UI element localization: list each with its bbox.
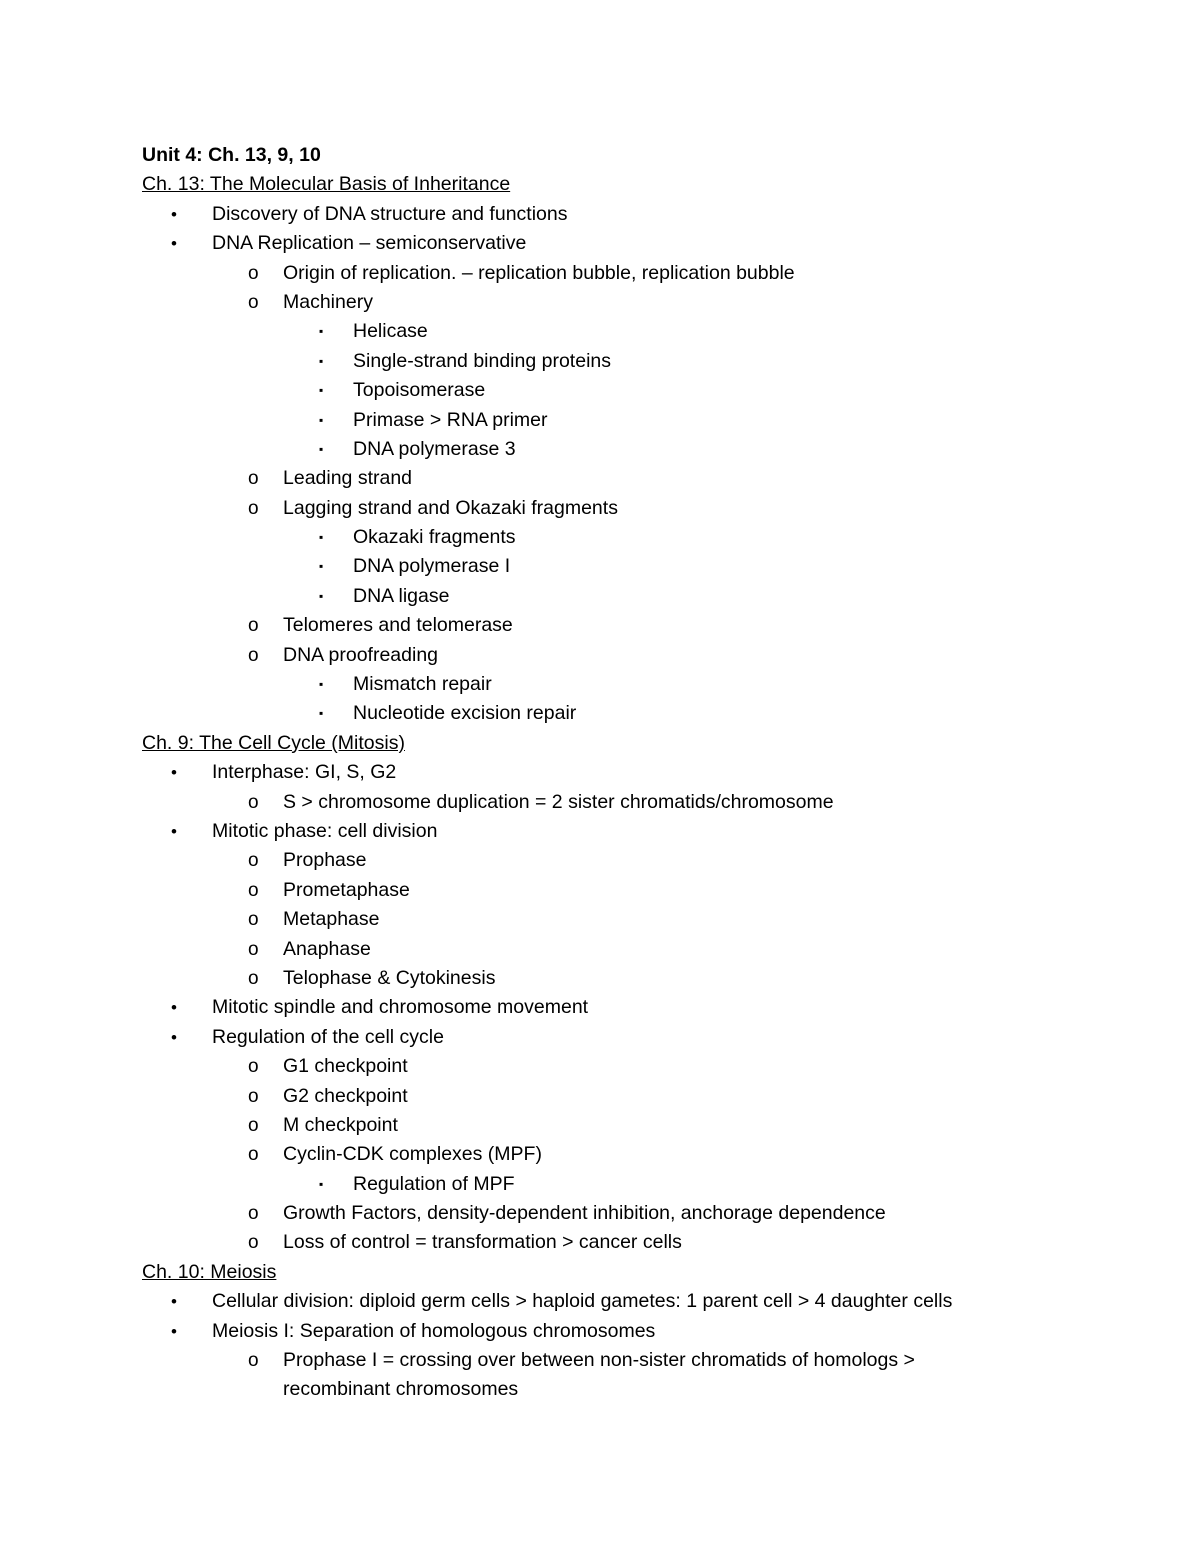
list-item xyxy=(142,846,1102,875)
bullet-dot-icon: • xyxy=(171,204,177,224)
bullet-square-icon: ▪ xyxy=(319,441,324,456)
list-item xyxy=(142,1375,1102,1404)
list-item xyxy=(142,347,1102,376)
bullet-dot-icon: • xyxy=(171,821,177,841)
list-item-text: Telomeres and telomerase xyxy=(283,614,513,637)
list-item-text: Topoisomerase xyxy=(353,379,486,402)
section-heading: Ch. 13: The Molecular Basis of Inheritance xyxy=(142,173,511,196)
list-item-text: Mitotic spindle and chromosome movement xyxy=(212,996,589,1019)
bullet-square-icon: ▪ xyxy=(319,353,324,368)
list-item xyxy=(142,288,1102,317)
bullet-circle-icon: o xyxy=(248,497,259,519)
bullet-dot-icon: • xyxy=(171,1321,177,1341)
bullet-square-icon: ▪ xyxy=(319,706,324,721)
bullet-circle-icon: o xyxy=(248,909,259,931)
list-item xyxy=(142,1199,1102,1228)
list-item xyxy=(142,1111,1102,1140)
list-item-text: Origin of replication. – replication bubble, replication bubble xyxy=(283,261,795,284)
document-body xyxy=(142,141,1102,1405)
list-item-text: Helicase xyxy=(353,320,428,343)
list-item-text: Discovery of DNA structure and functions xyxy=(212,202,568,225)
list-item xyxy=(142,200,1102,229)
list-item xyxy=(142,641,1102,670)
bullet-dot-icon: • xyxy=(171,1292,177,1312)
list-item xyxy=(142,259,1102,288)
list-item xyxy=(142,435,1102,464)
list-item xyxy=(142,552,1102,581)
list-item xyxy=(142,1140,1102,1169)
bullet-square-icon: ▪ xyxy=(319,324,324,339)
list-item-text: Mismatch repair xyxy=(353,673,492,696)
list-item xyxy=(142,788,1102,817)
bullet-circle-icon: o xyxy=(248,468,259,490)
list-item xyxy=(142,758,1102,787)
list-item-text: Regulation of the cell cycle xyxy=(212,1025,444,1048)
list-item-text: Leading strand xyxy=(283,467,413,490)
list-item-text: Machinery xyxy=(283,290,373,313)
list-item xyxy=(142,964,1102,993)
document-title: Unit 4: Ch. 13, 9, 10 xyxy=(142,144,321,166)
list-item xyxy=(142,993,1102,1022)
bullet-square-icon: ▪ xyxy=(319,412,324,427)
list-item-text: Nucleotide excision repair xyxy=(353,702,577,725)
list-item-text: Lagging strand and Okazaki fragments xyxy=(283,496,618,519)
list-item-text: DNA proofreading xyxy=(283,643,439,666)
list-item xyxy=(142,699,1102,728)
list-item xyxy=(142,582,1102,611)
list-item-text: G1 checkpoint xyxy=(283,1055,408,1078)
section-heading: Ch. 10: Meiosis xyxy=(142,1260,277,1283)
bullet-dot-icon: • xyxy=(171,763,177,783)
bullet-square-icon: ▪ xyxy=(319,1176,324,1191)
bullet-circle-icon: o xyxy=(248,291,259,313)
bullet-circle-icon: o xyxy=(248,1114,259,1136)
list-item xyxy=(142,905,1102,934)
list-item xyxy=(142,523,1102,552)
list-item xyxy=(142,376,1102,405)
list-item xyxy=(142,670,1102,699)
bullet-square-icon: ▪ xyxy=(319,383,324,398)
list-item-text: DNA polymerase 3 xyxy=(353,437,516,460)
bullet-circle-icon: o xyxy=(248,1144,259,1166)
list-item-text: Cellular division: diploid germ cells > haploid gametes: 1 parent cell > 4 daughter cells xyxy=(212,1290,953,1313)
list-item-text: Metaphase xyxy=(283,908,380,931)
bullet-dot-icon: • xyxy=(171,1027,177,1047)
list-item xyxy=(142,876,1102,905)
list-item-text: Anaphase xyxy=(283,937,371,960)
bullet-circle-icon: o xyxy=(248,1203,259,1225)
list-item xyxy=(142,1052,1102,1081)
bullet-circle-icon: o xyxy=(248,967,259,989)
list-item xyxy=(142,1170,1102,1199)
list-item xyxy=(142,817,1102,846)
list-item xyxy=(142,494,1102,523)
list-item-text: Regulation of MPF xyxy=(353,1172,515,1195)
bullet-circle-icon: o xyxy=(248,1056,259,1078)
bullet-square-icon: ▪ xyxy=(319,559,324,574)
list-item xyxy=(142,1228,1102,1257)
list-item-text: Prophase xyxy=(283,849,367,872)
list-item-text: DNA ligase xyxy=(353,584,450,607)
list-item xyxy=(142,1317,1102,1346)
list-item-text: Telophase & Cytokinesis xyxy=(283,966,496,989)
bullet-circle-icon: o xyxy=(248,1350,259,1372)
list-item xyxy=(142,229,1102,258)
bullet-circle-icon: o xyxy=(248,850,259,872)
list-item xyxy=(142,935,1102,964)
list-item-text: recombinant chromosomes xyxy=(283,1378,519,1401)
bullet-square-icon: ▪ xyxy=(319,588,324,603)
list-item xyxy=(142,406,1102,435)
list-item-text: Mitotic phase: cell division xyxy=(212,819,438,842)
bullet-dot-icon: • xyxy=(171,234,177,254)
list-item-text: Meiosis I: Separation of homologous chromosomes xyxy=(212,1319,656,1342)
list-item-text: Prometaphase xyxy=(283,878,410,901)
list-item xyxy=(142,611,1102,640)
list-item xyxy=(142,1346,1102,1375)
bullet-circle-icon: o xyxy=(248,1232,259,1254)
list-item xyxy=(142,317,1102,346)
list-item-text: Okazaki fragments xyxy=(353,526,516,549)
list-item xyxy=(142,464,1102,493)
list-item-text: Growth Factors, density-dependent inhibition, anchorage dependence xyxy=(283,1202,886,1225)
list-item xyxy=(142,1287,1102,1316)
list-item-text: Primase > RNA primer xyxy=(353,408,548,431)
bullet-circle-icon: o xyxy=(248,938,259,960)
list-item xyxy=(142,1023,1102,1052)
list-item-text: G2 checkpoint xyxy=(283,1084,408,1107)
list-item-text: M checkpoint xyxy=(283,1113,398,1136)
bullet-circle-icon: o xyxy=(248,791,259,813)
list-item-text: Prophase I = crossing over between non-sister chromatids of homologs > xyxy=(283,1349,915,1372)
list-item-text: Interphase: GI, S, G2 xyxy=(212,761,397,784)
bullet-circle-icon: o xyxy=(248,262,259,284)
bullet-circle-icon: o xyxy=(248,1085,259,1107)
bullet-circle-icon: o xyxy=(248,644,259,666)
list-item-text: Cyclin-CDK complexes (MPF) xyxy=(283,1143,542,1166)
bullet-square-icon: ▪ xyxy=(319,530,324,545)
section-heading: Ch. 9: The Cell Cycle (Mitosis) xyxy=(142,731,405,754)
list-item-text: S > chromosome duplication = 2 sister chromatids/chromosome xyxy=(283,790,834,813)
list-item-text: DNA polymerase I xyxy=(353,555,511,578)
bullet-circle-icon: o xyxy=(248,615,259,637)
bullet-circle-icon: o xyxy=(248,879,259,901)
bullet-square-icon: ▪ xyxy=(319,677,324,692)
bullet-dot-icon: • xyxy=(171,998,177,1018)
list-item-text: DNA Replication – semiconservative xyxy=(212,232,527,255)
list-item xyxy=(142,1082,1102,1111)
list-item-text: Loss of control = transformation > cancer cells xyxy=(283,1231,682,1254)
list-item-text: Single-strand binding proteins xyxy=(353,349,611,372)
